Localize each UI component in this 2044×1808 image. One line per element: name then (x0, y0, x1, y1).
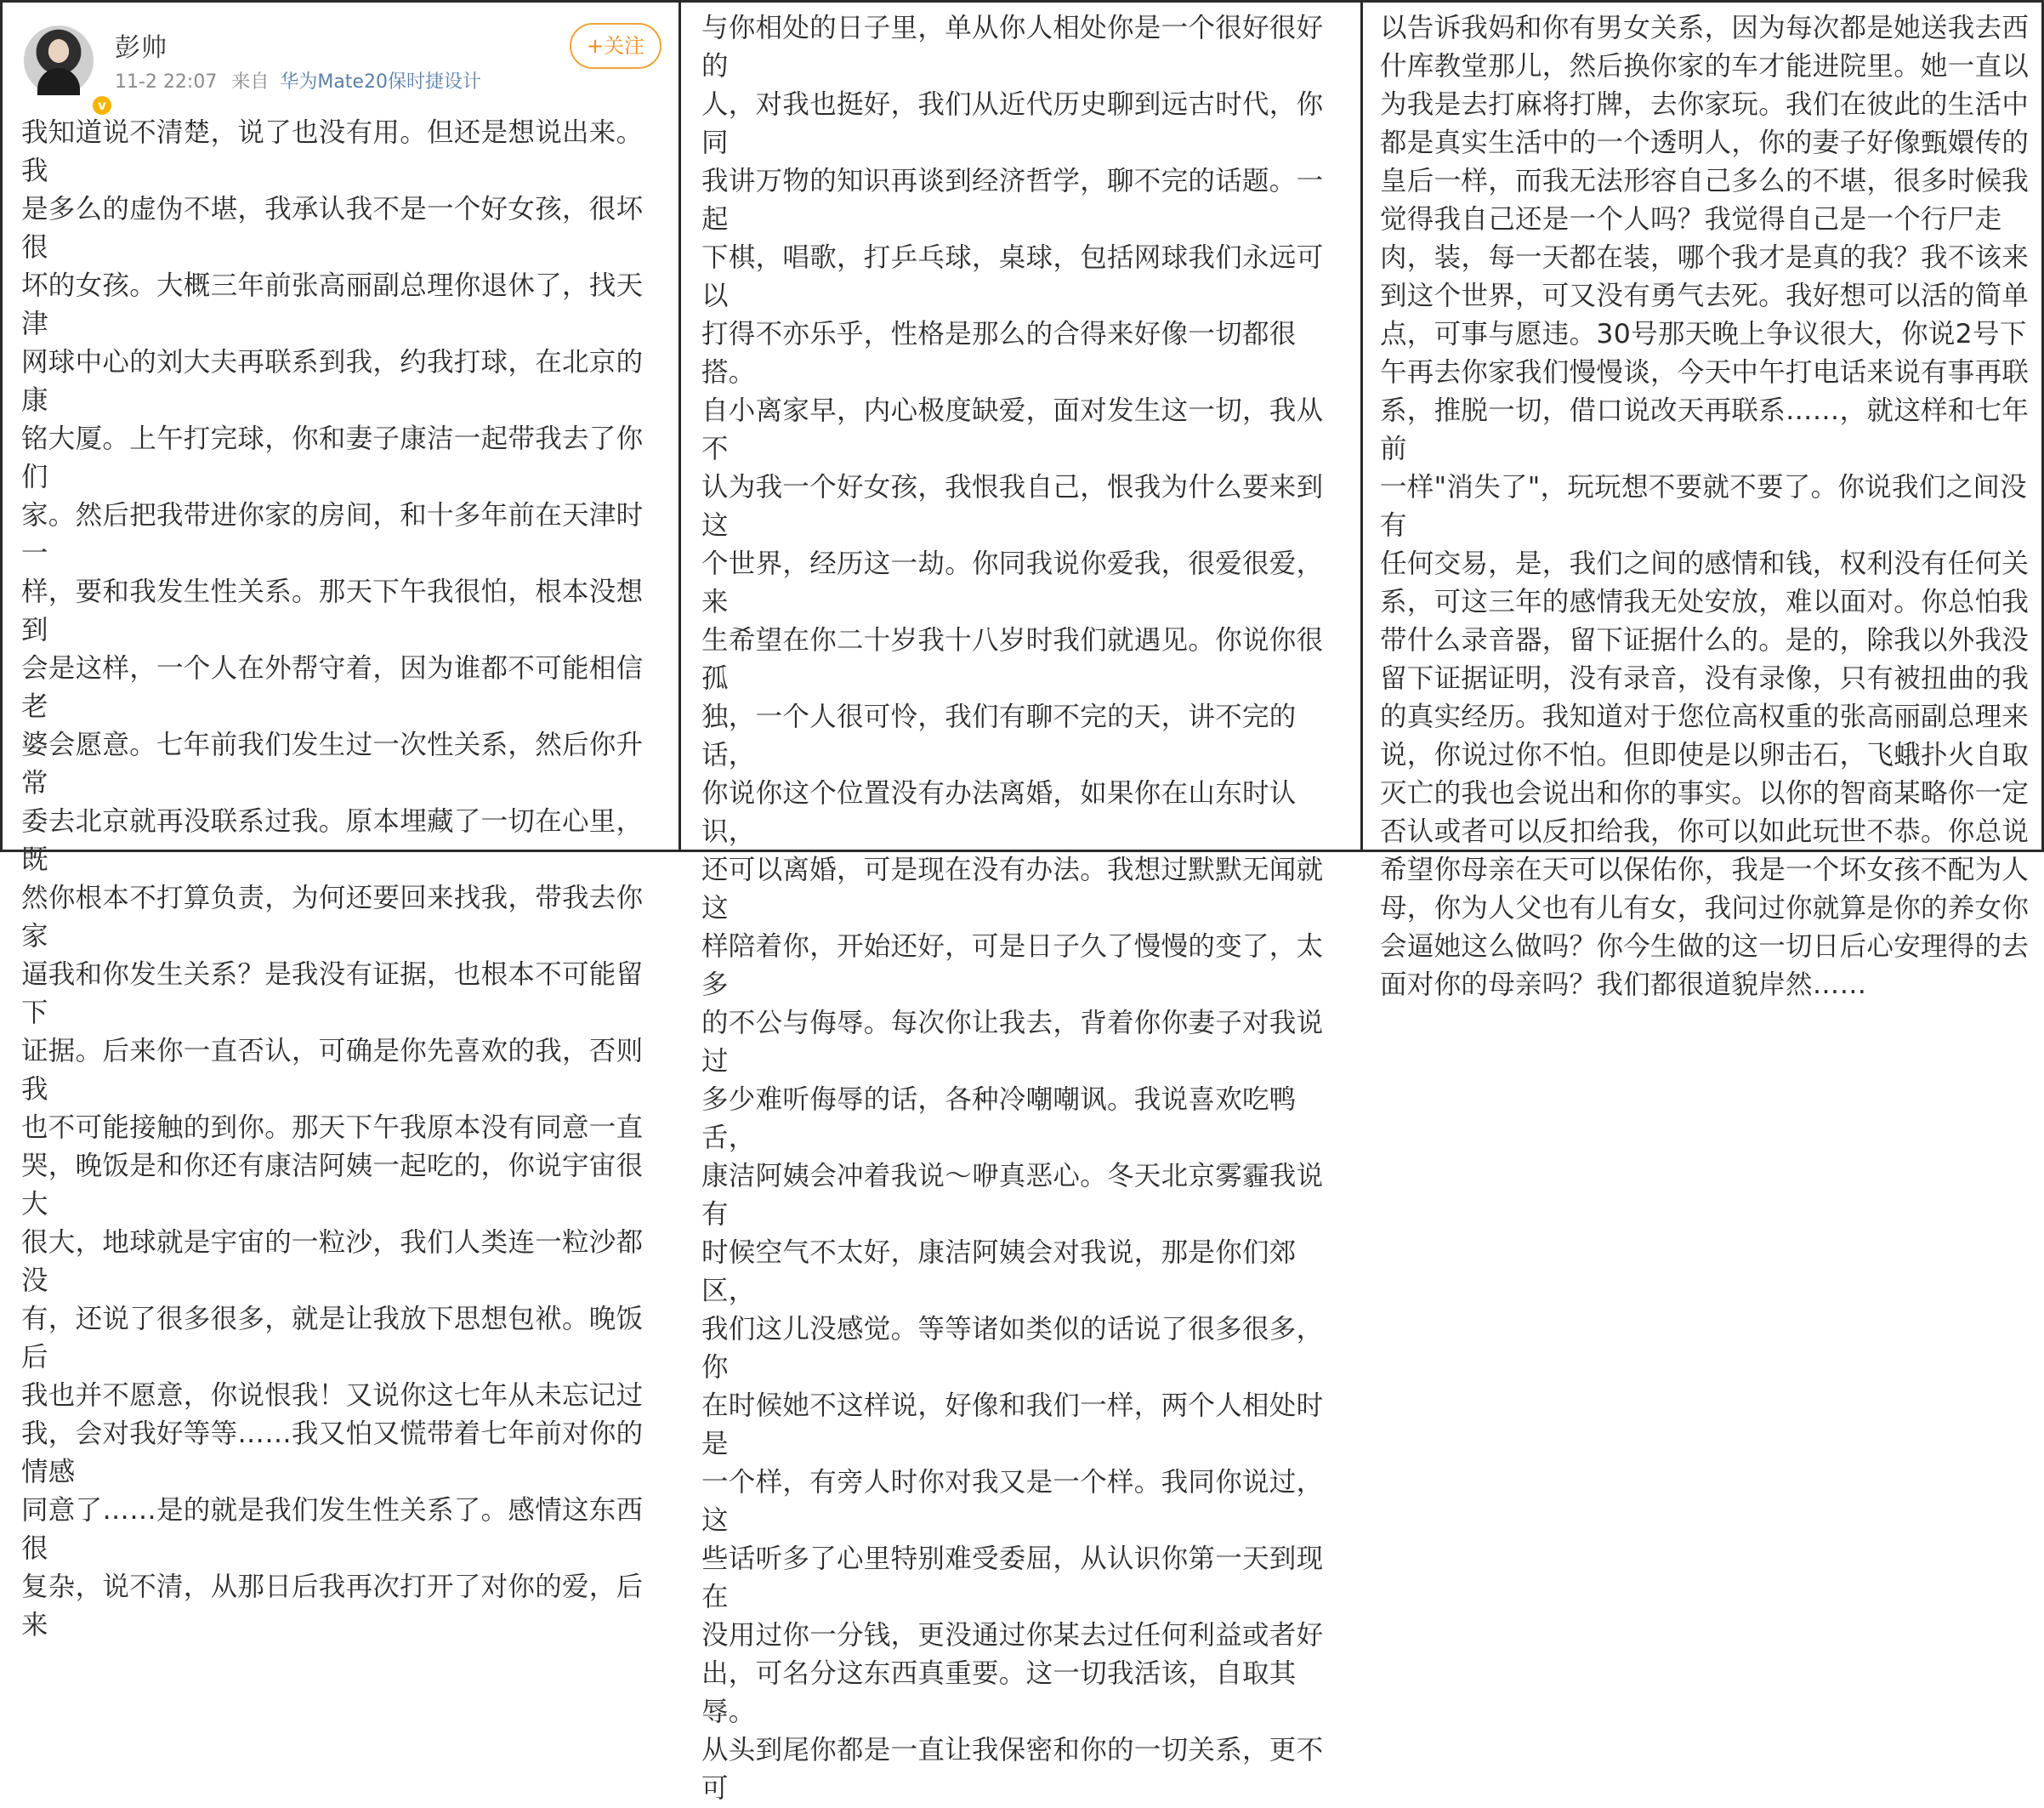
post-text-part-2: 与你相处的日子里，单从你人相处你是一个很好很好的 人，对我也挺好，我们从近代历史聊到远古时代，你同 我讲万物的知识再谈到经济哲学，聊不完的话题。一起 下棋，唱歌，打乒乓球，桌球，包括网球我们永远可以 打得不亦乐乎，性格是那么的合得来好像一切都很搭。 自小离家早，内心极度缺爱，面对发生这一切，我从不 认为我一个好女孩，我恨我自己，恨我为什么要来到这 个世界，经历这一劫。你同我说你爱我，很爱很爱，来 生希望在你二十岁我十八岁时我们就遇见。你说你很孤 独，一个人很可怜，我们有聊不完的天，讲不完的话， 你说你这个位置没有办法离婚，如果你在山东时认识， 还可以离婚，可是现在没有办法。我想过默默无闻就这 样陪着你，开始还好，可是日子久了慢慢的变了，太多 的不公与侮辱。每次你让我去，背着你你妻子对我说过 多少难听侮辱的话，各种冷嘲嘲讽。我说喜欢吃鸭舌， 康洁阿姨会冲着我说～咿真恶心。冬天北京雾霾我说有 时候空气不太好，康洁阿姨会对我说，那是你们郊区， 我们这儿没感觉。等等诸如类似的话说了很多很多，你 在时候她不这样说，好像和我们一样，两个人相处时是 一个样，有旁人时你对我又是一个样。我同你说过，这 些话听多了心里特别难受委屈，从认识你第一天到现在 没用过你一分钱，更没通过你某去过任何利益或者好 出，可名分这东西真重要。这一切我活该，自取其辱。 从头到尾你都是一直让我保密和你的一切关系，更不可 (701, 13, 1324, 1804)
post-panel-left (0, 0, 681, 1640)
post-meta (115, 67, 481, 94)
avatar-body (37, 68, 80, 95)
post-panel-middle (678, 0, 1363, 1804)
follow-button[interactable]: +关注 (570, 23, 661, 69)
post-panel-right (1360, 0, 2044, 1000)
user-avatar[interactable] (24, 26, 106, 113)
post-header (3, 3, 678, 113)
from-label: 来自 (231, 71, 270, 93)
avatar-face (48, 39, 69, 63)
post-text-part-3: 以告诉我妈和你有男女关系，因为每次都是她送我去西 什库教堂那儿，然后换你家的车才能进院里。她一直以 为我是去打麻将打牌，去你家玩。我们在彼此的生活中 都是真实生活中的一个透明人，你的妻子好像甄嬛传的 皇后一样，而我无法形容自己多么的不堪，很多时候我 觉得我自己还是一个人吗？我觉得自己是一个行尸走 肉，装，每一天都在装，哪个我才是真的我？我不该来 到这个世界，可又没有勇气去死。我好想可以活的简单 点，可事与愿违。30号那天晚上争议很大，你说2号下 午再去你家我们慢慢谈，今天中午打电话来说有事再联 系，推脱一切，借口说改天再联系……，就这样和七年前 一样"消失了"，玩玩想不要就不要了。你说我们之间没有 任何交易，是，我们之间的感情和钱，权利没有任何关 系，可这三年的感情我无处安放，难以面对。你总怕我 带什么录音器，留下证据什么的。是的，除我以外我没 留下证据证明，没有录音，没有录像，只有被扭曲的我 的真实经历。我知道对于您位高权重的张高丽副总理来 说，你说过你不怕。但即使是以卵击石，飞蛾扑火自取 灭亡的我也会说出和你的事实。以你的智商某略你一定 否认或者可以反扣给我，你可以如此玩世不恭。你总说 希望你母亲在天可以保佑你，我是一个坏女孩不配为人 母，你为人父也有儿有女，我问过你就算是你的养女你 会逼她这么做吗？你今生做的这一切日后心安理得的去 面对你的母亲吗？我们都很道貌岸然…… (1380, 13, 2030, 1000)
post-text-part-1: 我知道说不清楚，说了也没有用。但还是想说出来。我 是多么的虚伪不堪，我承认我不是一个好女孩，很坏很 坏的女孩。大概三年前张高丽副总理你退休了，找天津 网球中心的刘大夫再联系到我，约我打球，在北京的康 铭大厦。上午打完球，你和妻子康洁一起带我去了你们 家。然后把我带进你家的房间，和十多年前在天津时一 样，要和我发生性关系。那天下午我很怕，根本没想到 会是这样，一个人在外帮守着，因为谁都不可能相信老 婆会愿意。七年前我们发生过一次性关系，然后你升常 委去北京就再没联系过我。原本埋藏了一切在心里，既 然你根本不打算负责，为何还要回来找我，带我去你家 逼我和你发生关系？是我没有证据，也根本不可能留下 证据。后来你一直否认，可确是你先喜欢的我，否则我 也不可能接触的到你。那天下午我原本没有同意一直 哭，晚饭是和你还有康洁阿姨一起吃的，你说宇宙很大 很大，地球就是宇宙的一粒沙，我们人类连一粒沙都没 有，还说了很多很多，就是让我放下思想包袱。晚饭后 我也并不愿意，你说恨我！又说你这七年从未忘记过 我，会对我好等等……我又怕又慌带着七年前对你的情感 同意了……是的就是我们发生性关系了。感情这东西很 复杂，说不清，从那日后我再次打开了对你的爱，后来 (21, 117, 644, 1640)
post-time: 11-2 22:07 (115, 71, 218, 93)
device-source-link[interactable]: 华为Mate20保时捷设计 (280, 71, 481, 93)
verified-badge-icon: v (90, 94, 114, 117)
author-name[interactable]: 彭帅 (115, 33, 167, 63)
